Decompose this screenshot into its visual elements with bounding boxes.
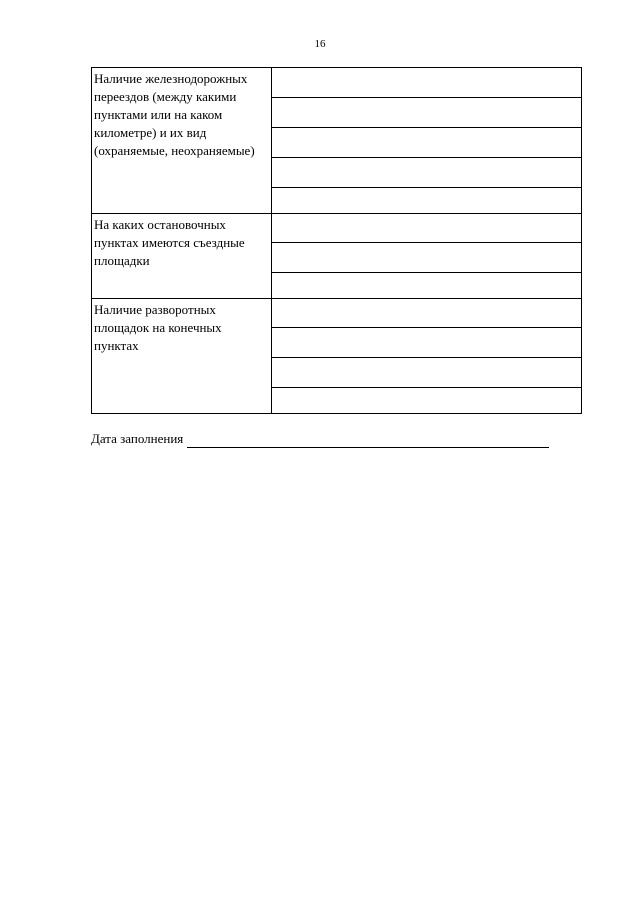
label-stop-platforms: На каких остановочных пунктах имеются съездные площадки	[92, 214, 272, 299]
answer-field[interactable]	[272, 388, 582, 414]
answer-field[interactable]	[272, 128, 582, 158]
answer-field[interactable]	[272, 299, 582, 328]
date-line	[91, 430, 549, 448]
date-label: Дата заполнения	[91, 431, 184, 446]
answer-field[interactable]	[272, 98, 582, 128]
answer-field[interactable]	[272, 188, 582, 214]
answer-field[interactable]	[272, 158, 582, 188]
answer-field[interactable]	[272, 68, 582, 98]
answer-field[interactable]	[272, 273, 582, 299]
table-row	[92, 214, 582, 243]
table-row	[92, 68, 582, 98]
page-number: 16	[314, 38, 326, 50]
date-input-line[interactable]	[187, 434, 549, 448]
label-railway-crossings: Наличие железнодорожных переездов (между какими пунктами или на каком километре) и их вид (охраняемые, неохраняемые)	[92, 68, 272, 214]
answer-field[interactable]	[272, 243, 582, 273]
table-row	[92, 299, 582, 328]
answer-field[interactable]	[272, 214, 582, 243]
answer-field[interactable]	[272, 358, 582, 388]
label-turnaround-platforms: Наличие разворотных площадок на конечных пунктах	[92, 299, 272, 414]
info-table	[91, 67, 582, 414]
answer-field[interactable]	[272, 328, 582, 358]
